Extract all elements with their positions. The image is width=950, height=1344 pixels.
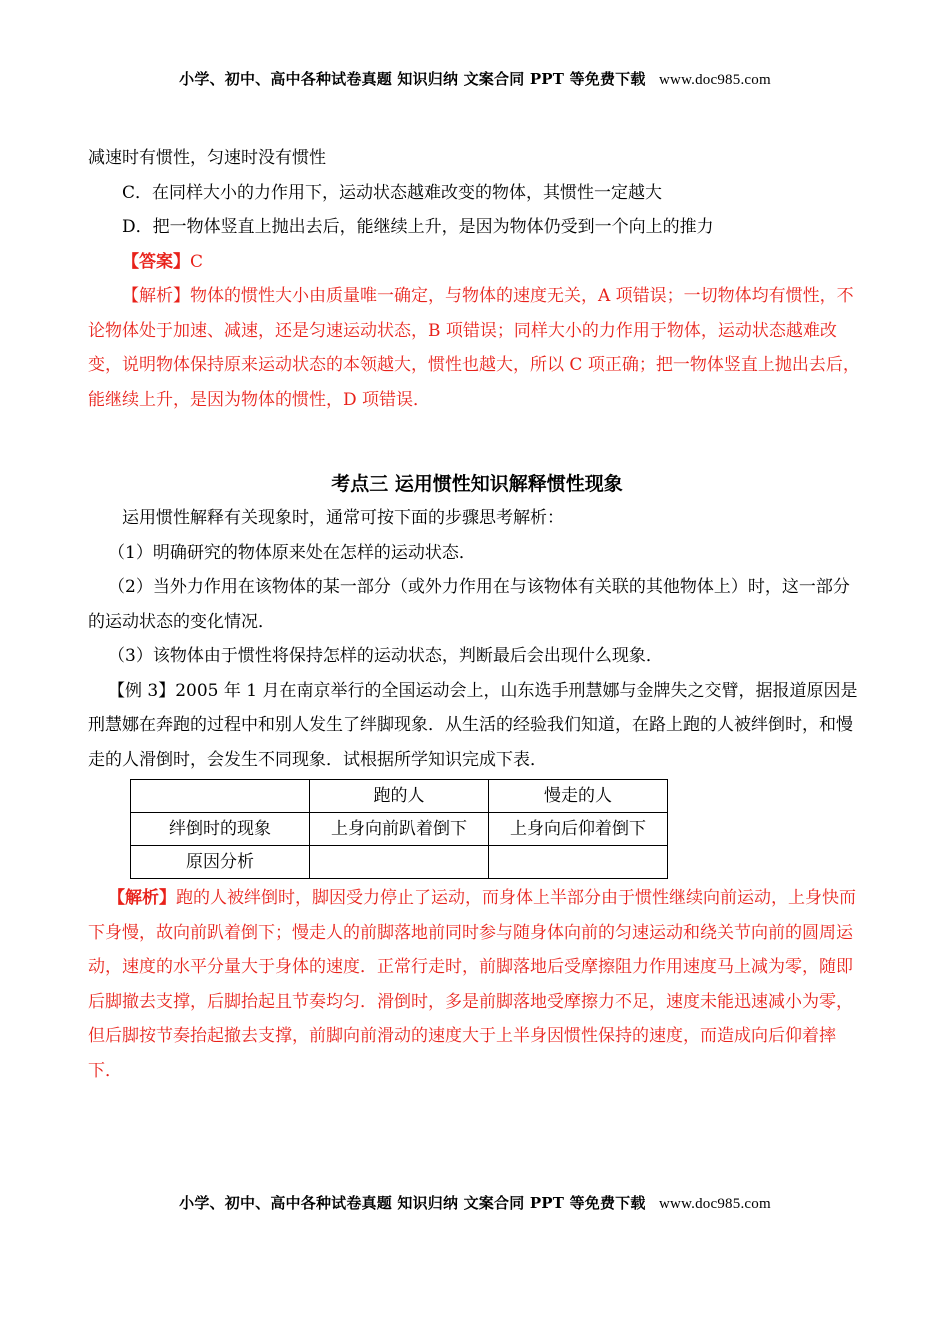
table-cell: 上身向后仰着倒下: [489, 813, 668, 846]
analysis-1-label: 【解析】: [122, 286, 190, 306]
table-cell: 上身向前趴着倒下: [310, 813, 489, 846]
analysis-1: [88, 279, 866, 417]
table-cell: [489, 846, 668, 879]
answer-label: 【答案】: [122, 251, 190, 272]
table-cell: 原因分析: [131, 846, 310, 879]
header-title: 小学、初中、高中各种试卷真题 知识归纳 文案合同 PPT 等免费下载: [179, 70, 646, 88]
table-header-cell: [131, 780, 310, 813]
footer-title: 小学、初中、高中各种试卷真题 知识归纳 文案合同 PPT 等免费下载: [179, 1194, 646, 1212]
intro-line: 运用惯性解释有关现象时，通常可按下面的步骤思考解析：: [122, 508, 564, 528]
step-2: （2）当外力作用在该物体的某一部分（或外力作用在与该物体有关联的其他物体上）时，这一部分的运动状态的变化情况．: [88, 577, 850, 632]
answer-value: C: [190, 251, 204, 272]
option-d: D．把一物体竖直上抛出去后，能继续上升，是因为物体仍受到一个向上的推力: [122, 217, 714, 237]
page-header: [0, 68, 950, 89]
analysis-2-text: 跑的人被绊倒时，脚因受力停止了运动，而身体上半部分由于惯性继续向前运动，上身快而下身慢，故向前趴着倒下；慢走人的前脚落地前同时参与随身体向前的匀速运动和绕关节向前的圆周运动，速度的水平分量大于身体的速度．正常行走时，前脚落地后受摩擦阻力作用速度马上减为零，随即后脚撤去支撑，后脚抬起且节奏均匀．滑倒时，多是前脚落地受摩擦力不足，速度未能迅速减小为零，但后脚按节奏抬起撤去支撑，前脚向前滑动的速度大于上半身因惯性保持的速度，而造成向后仰着摔下．: [88, 888, 856, 1081]
answer-line: [88, 245, 866, 280]
option-c: C．在同样大小的力作用下，运动状态越难改变的物体，其惯性一定越大: [122, 182, 663, 203]
table-cell: 绊倒时的现象: [131, 813, 310, 846]
table-header-row: [131, 780, 668, 813]
example-3: [88, 674, 866, 778]
example-label: 【例 3】: [108, 680, 176, 701]
table-cell: [310, 846, 489, 879]
header-url[interactable]: www.doc985.com: [659, 72, 771, 88]
table-header-cell: 慢走的人: [489, 780, 668, 813]
example-text: 2005 年 1 月在南京举行的全国运动会上，山东选手刑慧娜与金牌失之交臂，据报道原因是刑慧娜在奔跑的过程中和别人发生了绊脚现象．从生活的经验我们知道，在路上跑的人被绊倒时，和慢走的人滑倒时，会发生不同现象．试根据所学知识完成下表．: [88, 680, 858, 770]
document-body: [88, 141, 866, 1088]
analysis-1-text: 物体的惯性大小由质量唯一确定，与物体的速度无关，A 项错误；一切物体均有惯性，不论物体处于加速、减速，还是匀速运动状态，B 项错误；同样大小的力作用于物体，运动状态越难改变，说明物体保持原来运动状态的本领越大，惯性也越大，所以 C 项正确；把一物体竖直上抛出去后，能继续上升，是因为物体的惯性，D 项错误．: [88, 286, 860, 410]
page-footer: [0, 1192, 950, 1213]
section-title: 考点三 运用惯性知识解释惯性现象: [331, 473, 623, 495]
analysis-2: [88, 881, 866, 1088]
step-3: （3）该物体由于惯性将保持怎样的运动状态，判断最后会出现什么现象．: [108, 646, 663, 666]
footer-url[interactable]: www.doc985.com: [659, 1196, 771, 1212]
continuation-line: 减速时有惯性，匀速时没有惯性: [88, 148, 326, 168]
table-row: [131, 846, 668, 879]
comparison-table: [130, 779, 668, 879]
step-1: （1）明确研究的物体原来处在怎样的运动状态．: [108, 542, 476, 563]
analysis-2-label: 【解析】: [108, 888, 176, 908]
table-row: [131, 813, 668, 846]
table-header-cell: 跑的人: [310, 780, 489, 813]
section-gap: [88, 417, 866, 467]
